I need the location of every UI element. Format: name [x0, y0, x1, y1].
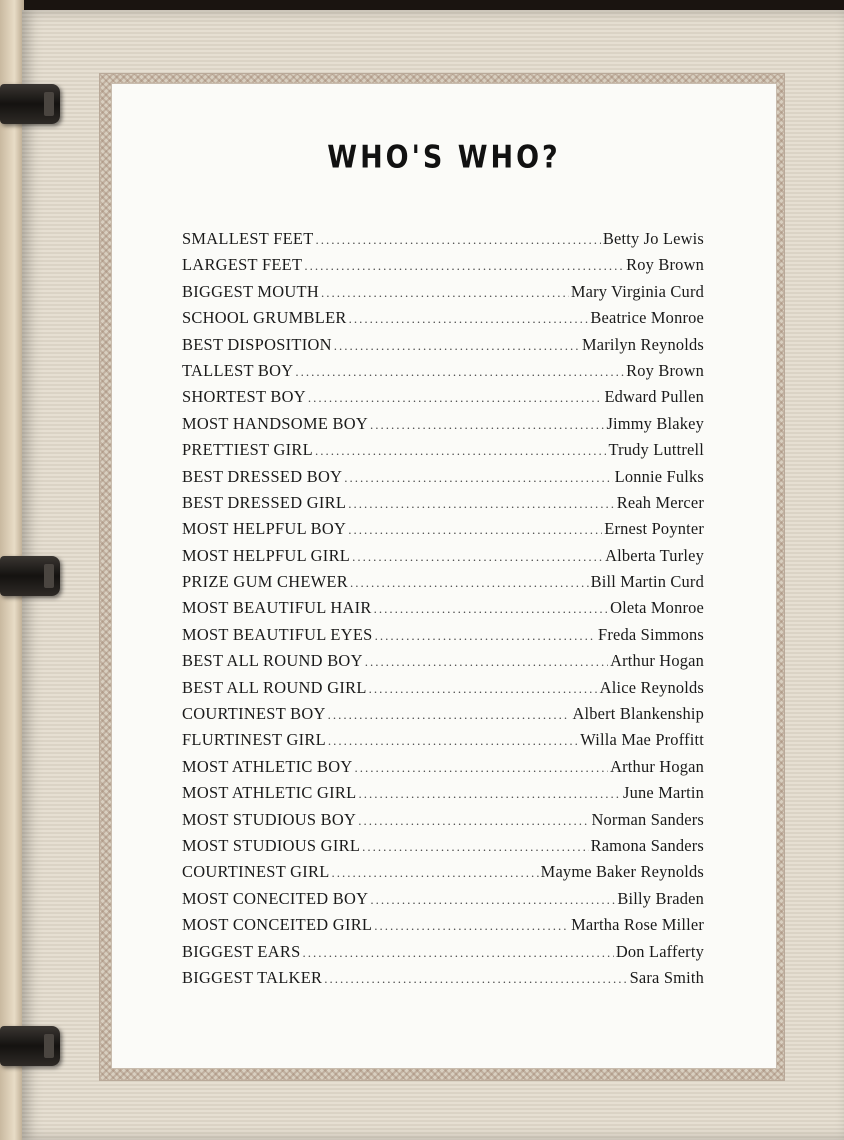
award-winner: Alberta Turley [605, 545, 704, 565]
award-title: BIGGEST TALKER [182, 967, 323, 987]
award-winner: Bill Martin Curd [590, 572, 704, 592]
award-title: MOST ATHLETIC BOY [182, 756, 353, 776]
award-row [182, 519, 704, 545]
award-winner: Albert Blankenship [572, 704, 704, 724]
award-title: MOST BEAUTIFUL EYES [182, 624, 373, 644]
award-row [182, 915, 704, 941]
award-winner: Trudy Luttrell [608, 440, 704, 460]
award-winner: Roy Brown [626, 255, 704, 275]
award-winner: Arthur Hogan [610, 756, 704, 776]
dot-leader [316, 232, 601, 248]
award-title: MOST HELPFUL BOY [182, 519, 347, 539]
award-row [182, 810, 704, 836]
dot-leader [374, 601, 608, 617]
award-row [182, 730, 704, 756]
award-winner: Reah Mercer [616, 492, 704, 512]
award-row [182, 493, 704, 519]
award-winner: Betty Jo Lewis [602, 229, 704, 248]
award-winner: Mayme Baker Reynolds [540, 862, 704, 882]
award-title: BEST DRESSED GIRL [182, 492, 347, 512]
award-title: PRIZE GUM CHEWER [182, 572, 348, 592]
award-title: TALLEST BOY [182, 360, 294, 380]
dot-leader [370, 417, 604, 433]
award-title: SCHOOL GRUMBLER [182, 308, 347, 328]
award-winner: Martha Rose Miller [571, 915, 704, 935]
award-title: BEST ALL ROUND GIRL [182, 677, 367, 697]
dot-leader [324, 971, 627, 987]
award-row [182, 968, 704, 994]
award-row [182, 598, 704, 624]
dot-leader [362, 839, 588, 855]
award-title: BEST DRESSED BOY [182, 466, 343, 486]
award-winner: Freda Simmons [598, 624, 704, 644]
award-winner: Marilyn Reynolds [581, 334, 704, 354]
award-title: MOST STUDIOUS GIRL [182, 835, 361, 855]
award-winner: Don Lafferty [615, 941, 704, 961]
award-title: MOST BEAUTIFUL HAIR [182, 598, 372, 618]
dot-leader [315, 443, 607, 459]
dot-leader [348, 496, 615, 512]
award-winner: Edward Pullen [604, 387, 704, 407]
award-row [182, 783, 704, 809]
award-winner: Jimmy Blakey [606, 413, 704, 433]
dot-leader [348, 522, 602, 538]
dot-leader [344, 470, 612, 486]
award-title: BIGGEST EARS [182, 941, 301, 961]
award-winner: Ernest Poynter [604, 519, 704, 539]
dot-leader [358, 813, 589, 829]
dot-leader [350, 575, 589, 591]
award-title: SMALLEST FEET [182, 229, 314, 248]
award-title: MOST CONECITED BOY [182, 888, 369, 908]
dot-leader [321, 285, 569, 301]
dot-leader [334, 338, 580, 354]
dot-leader [369, 681, 598, 697]
dot-leader [365, 654, 608, 670]
award-list [182, 229, 704, 994]
award-title: MOST STUDIOUS BOY [182, 809, 357, 829]
award-winner: Oleta Monroe [610, 598, 704, 618]
award-row [182, 467, 704, 493]
award-title: LARGEST FEET [182, 255, 303, 275]
award-row [182, 361, 704, 387]
binder-ring-middle [0, 556, 60, 596]
award-row [182, 625, 704, 651]
dot-leader [349, 311, 589, 327]
dot-leader [328, 707, 571, 723]
dot-leader [358, 786, 621, 802]
award-winner: Roy Brown [626, 360, 704, 380]
award-row [182, 255, 704, 281]
dot-leader [332, 865, 539, 881]
dot-leader [374, 918, 569, 934]
dot-leader [304, 258, 624, 274]
award-row [182, 440, 704, 466]
award-row [182, 572, 704, 598]
award-winner: Ramona Sanders [590, 835, 704, 855]
award-winner: Willa Mae Proffitt [580, 730, 704, 750]
award-title: PRETTIEST GIRL [182, 440, 313, 460]
award-row [182, 704, 704, 730]
award-row [182, 546, 704, 572]
award-row [182, 678, 704, 704]
award-title: COURTINEST GIRL [182, 862, 330, 882]
dot-leader [328, 733, 578, 749]
award-title: MOST HANDSOME BOY [182, 413, 369, 433]
award-row [182, 757, 704, 783]
dot-leader [303, 945, 614, 961]
award-row [182, 282, 704, 308]
dot-leader [375, 628, 596, 644]
award-title: BIGGEST MOUTH [182, 281, 320, 301]
award-winner: Norman Sanders [591, 809, 704, 829]
award-row [182, 414, 704, 440]
award-winner: Billy Braden [617, 888, 704, 908]
award-row [182, 862, 704, 888]
binder-ring-bottom [0, 1026, 60, 1066]
award-winner: Mary Virginia Curd [570, 281, 704, 301]
award-title: SHORTEST BOY [182, 387, 306, 407]
dot-leader [308, 390, 603, 406]
award-title: MOST HELPFUL GIRL [182, 545, 351, 565]
award-row [182, 889, 704, 915]
award-title: COURTINEST BOY [182, 704, 326, 724]
award-row [182, 942, 704, 968]
award-winner: June Martin [623, 783, 704, 803]
award-winner: Sara Smith [629, 967, 704, 987]
page-title: WHO'S WHO? [327, 139, 561, 176]
award-title: MOST ATHLETIC GIRL [182, 783, 357, 803]
award-row [182, 308, 704, 334]
dot-leader [370, 892, 615, 908]
award-title: BEST ALL ROUND BOY [182, 651, 363, 671]
award-winner: Beatrice Monroe [590, 308, 704, 328]
award-row [182, 335, 704, 361]
award-winner: Arthur Hogan [610, 651, 704, 671]
award-winner: Alice Reynolds [599, 677, 704, 697]
dot-leader [355, 760, 609, 776]
award-row [182, 836, 704, 862]
award-winner: Lonnie Fulks [614, 466, 704, 486]
award-title: FLURTINEST GIRL [182, 730, 326, 750]
award-row [182, 651, 704, 677]
award-title: MOST CONCEITED GIRL [182, 915, 373, 935]
award-row [182, 387, 704, 413]
dot-leader [352, 549, 603, 565]
award-title: BEST DISPOSITION [182, 334, 332, 354]
dot-leader [295, 364, 624, 380]
award-row [182, 229, 704, 255]
binder-ring-top [0, 84, 60, 124]
